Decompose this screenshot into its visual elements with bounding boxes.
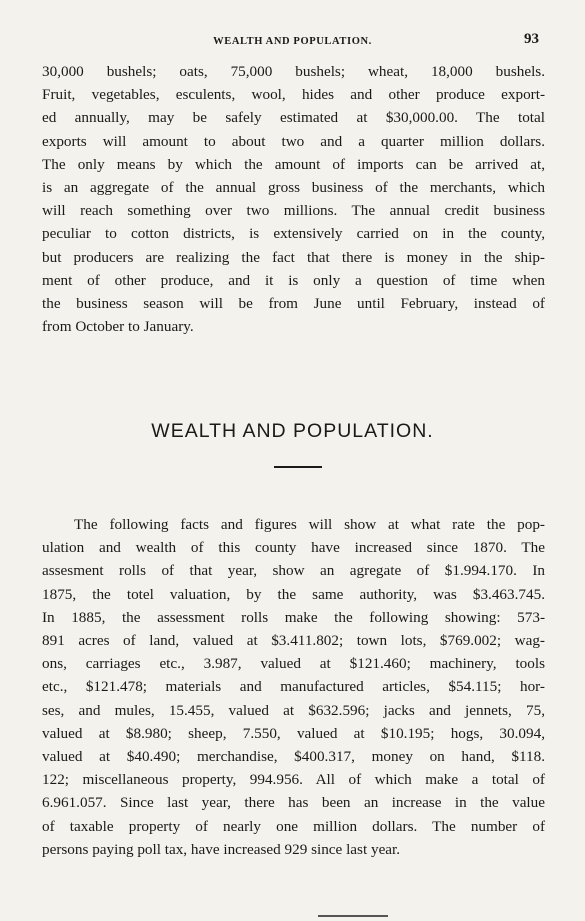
text-line: will reach something over two millions. The annual credit business xyxy=(42,202,545,220)
text-line: The only means by which the amount of imports can be arrived at, xyxy=(42,155,545,173)
text-line: ed annually, may be safely estimated at $30,000.00. The total xyxy=(42,109,545,127)
text-line: The following facts and figures will show at what rate the pop- xyxy=(74,516,545,533)
text-line: valued at $8.980; sheep, 7.550, valued at $10.195; hogs, 30.094, xyxy=(42,724,545,742)
text-line: 30,000 bushels; oats, 75,000 bushels; wheat, 18,000 bushels. xyxy=(42,63,545,80)
text-line: persons paying poll tax, have increased 929 since last year. xyxy=(42,840,401,858)
text-line: 122; miscellaneous property, 994.956. All of which make a total of xyxy=(42,771,545,789)
text-line: 1875, the totel valuation, by the same authority, was $3.463.745. xyxy=(42,585,545,603)
text-line: ment of other produce, and it is only a question of time when xyxy=(42,271,545,289)
page-number: 93 xyxy=(524,31,539,47)
text-line: In 1885, the assessment rolls make the following showing: 573- xyxy=(42,608,545,626)
text-line: etc., $121.478; materials and manufactured articles, $54.115; hor- xyxy=(42,678,545,696)
text-line: from October to January. xyxy=(42,318,194,336)
text-line: is an aggregate of the annual gross business of the merchants, which xyxy=(42,179,545,197)
text-line: 891 acres of land, valued at $3.411.802; town lots, $769.002; wag- xyxy=(42,632,545,650)
text-line: but producers are realizing the fact that there is money in the ship- xyxy=(42,248,545,266)
text-line: of taxable property of nearly one million dollars. The number of xyxy=(42,817,545,835)
text-line: the business season will be from June until February, instead of xyxy=(42,295,545,313)
wealth-paragraph xyxy=(42,513,545,861)
continued-paragraph xyxy=(42,60,545,338)
page-edge-mark xyxy=(318,915,388,917)
heading-rule xyxy=(274,466,322,468)
text-line: peculiar to cotton districts, is extensively carried on in the county, xyxy=(42,225,545,243)
text-line: Fruit, vegetables, esculents, wool, hides and other produce export- xyxy=(42,86,545,104)
text-line: ons, carriages etc., 3.987, valued at $121.460; machinery, tools xyxy=(42,655,545,673)
section-heading: WEALTH AND POPULATION. xyxy=(151,420,434,442)
text-line: exports will amount to about two and a quarter million dollars. xyxy=(42,132,545,150)
text-line: ses, and mules, 15.455, valued at $632.596; jacks and jennets, 75, xyxy=(42,701,545,719)
text-line: valued at $40.490; merchandise, $400.317, money on hand, $118. xyxy=(42,748,545,766)
text-line: 6.961.057. Since last year, there has been an increase in the value xyxy=(42,794,545,812)
running-head: WEALTH AND POPULATION. xyxy=(213,36,372,47)
text-line: assesment rolls of that year, show an agregate of $1.994.170. In xyxy=(42,562,545,580)
text-line: ulation and wealth of this county have increased since 1870. The xyxy=(42,539,545,557)
